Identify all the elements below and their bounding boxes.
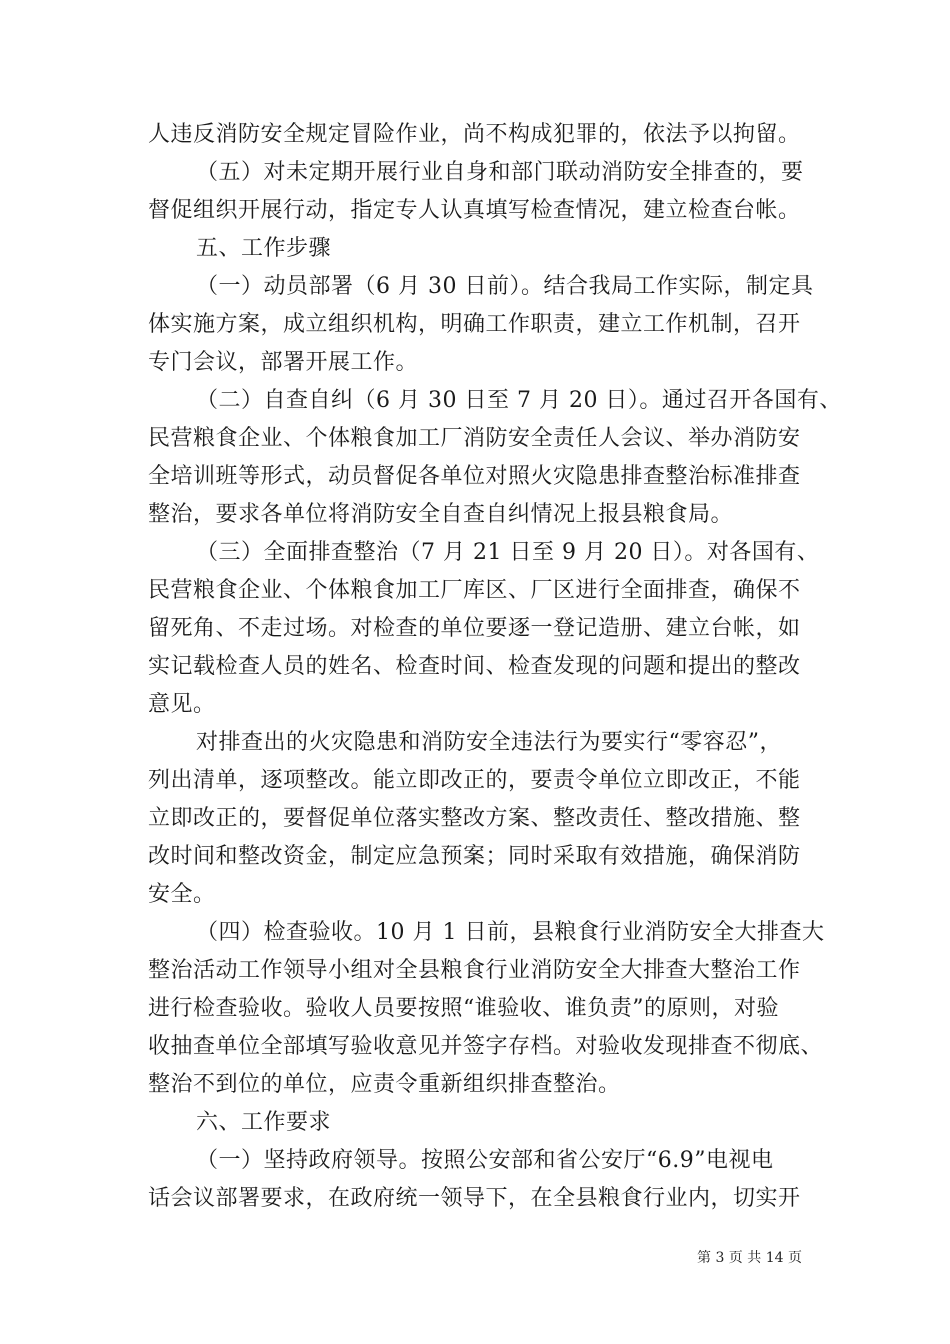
- section-heading: 六、工作要求: [196, 1110, 332, 1135]
- paragraph-line: 实记载检查人员的姓名、检查时间、检查发现的问题和提出的整改: [148, 654, 801, 679]
- section-heading: 五、工作步骤: [196, 236, 332, 261]
- paragraph-line: 人违反消防安全规定冒险作业，尚不构成犯罪的，依法予以拘留。: [148, 122, 801, 147]
- paragraph-line: 进行检查验收。验收人员要按照“谁验收、谁负责”的原则，对验: [148, 996, 779, 1021]
- paragraph-line: 整治不到位的单位，应责令重新组织排查整治。: [148, 1072, 621, 1097]
- paragraph-line: 意见。: [148, 692, 216, 717]
- paragraph-line: 整治活动工作领导小组对全县粮食行业消防安全大排查大整治工作: [148, 958, 801, 983]
- paragraph-line: （一）坚持政府领导。按照公安部和省公安厅“6.9”电视电: [196, 1148, 774, 1173]
- paragraph-line: 民营粮食企业、个体粮食加工厂消防安全责任人会议、举办消防安: [148, 426, 801, 451]
- paragraph-line: （一）动员部署（6 月 30 日前）。结合我局工作实际，制定具: [196, 274, 814, 299]
- paragraph-line: 立即改正的，要督促单位落实整改方案、整改责任、整改措施、整: [148, 806, 801, 831]
- paragraph-line: （二）自查自纠（6 月 30 日至 7 月 20 日）。通过召开各国有、: [196, 388, 842, 413]
- paragraph-line: 专门会议，部署开展工作。: [148, 350, 419, 375]
- paragraph-line: 收抽查单位全部填写验收意见并签字存档。对验收发现排查不彻底、: [148, 1034, 824, 1059]
- paragraph-line: 民营粮食企业、个体粮食加工厂库区、厂区进行全面排查，确保不: [148, 578, 801, 603]
- body-text: [148, 116, 842, 1218]
- paragraph-line: 全培训班等形式，动员督促各单位对照火灾隐患排查整治标准排查: [148, 464, 801, 489]
- page-number: 第 3 页 共 14 页: [697, 1250, 802, 1266]
- paragraph-line: 督促组织开展行动，指定专人认真填写检查情况，建立检查台帐。: [148, 198, 801, 223]
- paragraph-line: 体实施方案，成立组织机构，明确工作职责，建立工作机制，召开: [148, 312, 801, 337]
- paragraph-line: 话会议部署要求，在政府统一领导下，在全县粮食行业内，切实开: [148, 1186, 801, 1211]
- paragraph-line: 留死角、不走过场。对检查的单位要逐一登记造册、建立台帐，如: [148, 616, 801, 641]
- paragraph-line: 对排查出的火灾隐患和消防安全违法行为要实行“零容忍”，: [196, 730, 782, 755]
- paragraph-line: （四）检查验收。10 月 1 日前，县粮食行业消防安全大排查大: [196, 920, 825, 945]
- paragraph-line: 改时间和整改资金，制定应急预案；同时采取有效措施，确保消防: [148, 844, 801, 869]
- paragraph-line: 整治，要求各单位将消防安全自查自纠情况上报县粮食局。: [148, 502, 734, 527]
- paragraph-line: （五）对未定期开展行业自身和部门联动消防安全排查的，要: [196, 160, 804, 185]
- paragraph-line: 列出清单，逐项整改。能立即改正的，要责令单位立即改正，不能: [148, 768, 801, 793]
- paragraph-line: 安全。: [148, 882, 216, 907]
- paragraph-line: （三）全面排查整治（7 月 21 日至 9 月 20 日）。对各国有、: [196, 540, 820, 565]
